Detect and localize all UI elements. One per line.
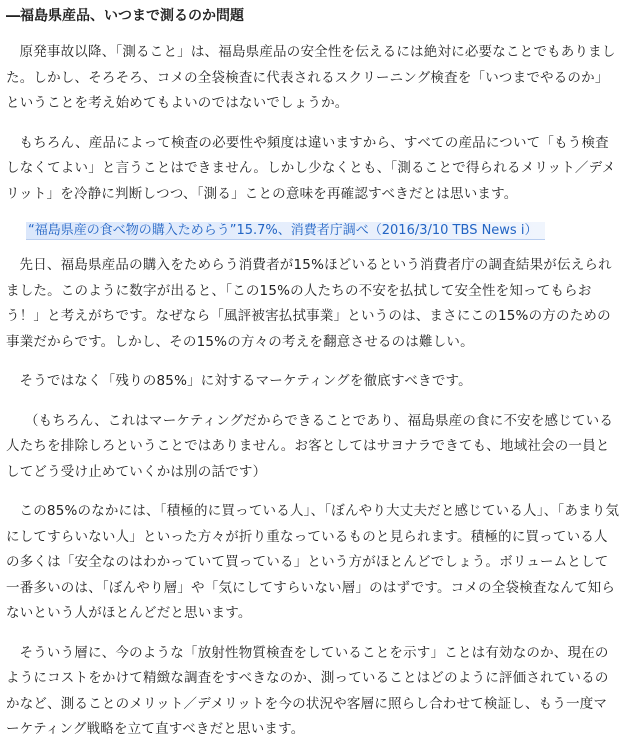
paragraph-3: 先日、福島県産品の購入をためらう消費者が15%ほどいるという消費者庁の調査結果が伝えられました。このように数字が出ると、「この15%の人たちの不安を払拭して安全性を知ってもらおう！」と考えがちです。なぜなら「風評被害払拭事業」というのは、まさにこの15%の方のための事業だからです。しかし、その15%の方々の考えを翻意させるのは難しい。 [6,257,612,350]
section-heading: ―福島県産品、いつまで測るのか問題 [6,8,244,24]
paragraph-5-note: （もちろん、これはマーケティングだからできることであり、福島県産の食に不安を感じている人たちを排除しろということではありません。お客としてはサヨナラできても、地域社会の一員としてどう受け止めていくかは別の話です） [6,412,614,480]
news-article-link[interactable]: “福島県産の食べ物の購入ためらう”15.7%、消費者庁調べ（2016/3/10 TBS News i） [26,222,545,240]
news-link-line [6,221,620,241]
paragraph-1: 原発事故以降、「測ること」は、福島県産品の安全性を伝えるには絶対に必要なことでもありました。しかし、そろそろ、コメの全袋検査に代表されるスクリーニング検査を「いつまでやるのか」ということを考え始めてもよいのではないでしょうか。 [6,44,616,111]
paragraph-2: もちろん、産品によって検査の必要性や頻度は違いますから、すべての産品について「もう検査しなくてよい」と言うことはできません。しかし少なくとも、「測ることで得られるメリット／デメリット」を冷静に判断しつつ、「測る」ことの意味を再確認すべきだとは思います。 [6,134,616,202]
paragraph-7: そういう層に、今のような「放射性物質検査をしていることを示す」ことは有効なのか、現在のようにコストをかけて精緻な調査をすべきなのか、測っていることはどのように評価されているのかなど、測ることのメリット／デメリットを今の状況や客層に照らし合わせて検証し、もう一度マーケティング戦略を立て直すべきだと思います。 [6,644,609,737]
paragraph-6: この85%のなかには、「積極的に買っている人」、「ぼんやり大丈夫だと感じている人」、「あまり気にしてすらいない人」といった方々が折り重なっているものと見られます。積極的に買っている人の多くは「安全なのはわかっていて買っている」という方がほとんどでしょう。ボリュームとして一番多いのは、「ぼんやり層」や「気にしてすらいない層」のはずです。コメの全袋検査なんて知らないという人がほとんどだと思います。 [6,503,620,621]
paragraph-4: そうではなく「残りの85%」に対するマーケティングを徹底すべきです。 [19,373,472,389]
